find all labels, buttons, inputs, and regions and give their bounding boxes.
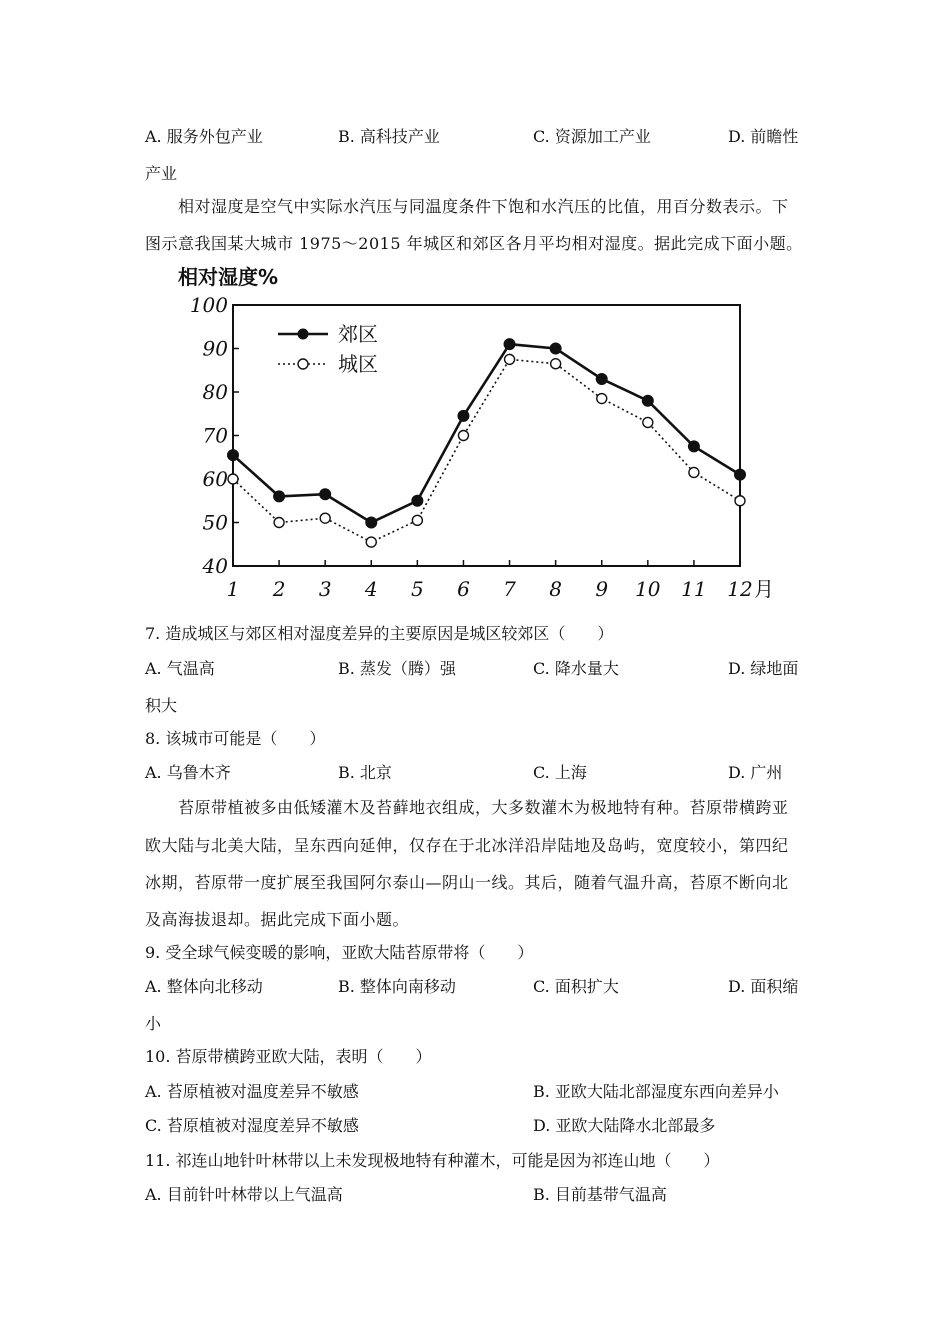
x-tick-label: 11 bbox=[681, 577, 707, 601]
suburb-point bbox=[412, 495, 423, 506]
y-tick-label: 40 bbox=[202, 554, 228, 578]
x-tick-label: 2 bbox=[272, 577, 286, 601]
q6-option-a: A. 服务外包产业 bbox=[145, 127, 263, 146]
intro1-line2: 图示意我国某大城市 1975～2015 年城区和郊区各月平均相对湿度。据此完成下面小题。 bbox=[145, 234, 803, 253]
intro2-line2: 欧大陆与北美大陆，呈东西向延伸，仅存在于北冰洋沿岸陆地及岛屿，宽度较小，第四纪 bbox=[145, 836, 789, 855]
suburb-point bbox=[688, 441, 699, 452]
intro2-line4: 及高海拔退却。据此完成下面小题。 bbox=[145, 910, 410, 929]
x-tick-label: 6 bbox=[457, 577, 470, 601]
x-tick-label: 3 bbox=[318, 577, 332, 601]
q9-option-a: A. 整体向北移动 bbox=[145, 977, 263, 996]
q8-option-b: B. 北京 bbox=[338, 763, 392, 782]
q10-option-a: A. 苔原植被对温度差异不敏感 bbox=[145, 1082, 359, 1101]
q8-option-a: A. 乌鲁木齐 bbox=[145, 763, 231, 782]
x-tick-label: 5 bbox=[410, 577, 424, 601]
suburb-point bbox=[458, 410, 469, 421]
y-tick-label: 50 bbox=[202, 510, 228, 535]
q10-stem: 10. 苔原带横跨亚欧大陆，表明（ ） bbox=[145, 1047, 432, 1066]
q6-option-d-continued: 产业 bbox=[145, 164, 178, 183]
q11-option-a: A. 目前针叶林带以上气温高 bbox=[145, 1185, 343, 1204]
y-tick-label: 70 bbox=[202, 423, 228, 448]
y-tick-label: 90 bbox=[202, 336, 228, 361]
legend-suburb-marker bbox=[298, 329, 309, 340]
q9-stem: 9. 受全球气候变暖的影响，亚欧大陆苔原带将（ ） bbox=[145, 943, 534, 962]
y-tick-label: 100 bbox=[189, 293, 228, 317]
chart-title: 相对湿度% bbox=[178, 265, 279, 289]
urban-point bbox=[228, 474, 238, 484]
y-tick-label: 80 bbox=[202, 380, 228, 404]
suburb-point bbox=[228, 450, 239, 461]
suburb-point bbox=[504, 339, 515, 350]
suburb-point bbox=[274, 491, 285, 502]
x-tick-label: 12 bbox=[727, 577, 753, 601]
suburb-point bbox=[735, 469, 746, 480]
q7-option-d: D. 绿地面 bbox=[728, 659, 799, 678]
x-tick-label: 8 bbox=[549, 577, 563, 601]
intro2-line3: 冰期，苔原带一度扩展至我国阿尔泰山—阴山一线。其后，随着气温升高，苔原不断向北 bbox=[145, 873, 789, 892]
legend-suburb-label: 郊区 bbox=[338, 322, 378, 346]
q7-option-a: A. 气温高 bbox=[145, 659, 215, 678]
q10-option-c: C. 苔原植被对湿度差异不敏感 bbox=[145, 1116, 359, 1135]
legend-urban-marker bbox=[298, 359, 308, 369]
plot-frame bbox=[233, 305, 740, 566]
q9-option-d-continued: 小 bbox=[145, 1014, 162, 1033]
suburb-point bbox=[596, 373, 607, 384]
urban-point bbox=[597, 394, 607, 404]
q8-option-c: C. 上海 bbox=[533, 763, 587, 782]
q10-option-d: D. 亚欧大陆降水北部最多 bbox=[533, 1116, 716, 1135]
urban-point bbox=[689, 467, 699, 477]
q7-option-d-continued: 积大 bbox=[145, 696, 178, 715]
q7-stem: 7. 造成城区与郊区相对湿度差异的主要原因是城区较郊区（ ） bbox=[145, 624, 614, 643]
legend-urban-label: 城区 bbox=[338, 352, 378, 376]
q11-stem: 11. 祁连山地针叶林带以上未发现极地特有种灌木，可能是因为祁连山地（ ） bbox=[145, 1151, 720, 1170]
q9-option-c: C. 面积扩大 bbox=[533, 977, 619, 996]
q8-option-d: D. 广州 bbox=[728, 763, 783, 782]
urban-point bbox=[412, 515, 422, 525]
urban-point bbox=[505, 354, 515, 364]
urban-point bbox=[735, 496, 745, 506]
urban-point bbox=[643, 417, 653, 427]
urban-point bbox=[274, 518, 284, 528]
q10-option-b: B. 亚欧大陆北部湿度东西向差异小 bbox=[533, 1082, 779, 1101]
q11-option-b: B. 目前基带气温高 bbox=[533, 1185, 667, 1204]
urban-point bbox=[458, 431, 468, 441]
q9-option-d: D. 面积缩 bbox=[728, 977, 799, 996]
x-tick-label: 10 bbox=[635, 577, 661, 601]
humidity-line-chart bbox=[170, 262, 780, 607]
urban-point bbox=[551, 359, 561, 369]
urban-point bbox=[320, 513, 330, 523]
x-tick-label: 1 bbox=[226, 577, 240, 601]
intro1-line1: 相对湿度是空气中实际水汽压与同温度条件下饱和水汽压的比值，用百分数表示。下 bbox=[178, 197, 789, 216]
series-line-suburb bbox=[233, 344, 740, 522]
series-line-urban bbox=[233, 359, 740, 542]
suburb-point bbox=[320, 489, 331, 500]
q7-option-c: C. 降水量大 bbox=[533, 659, 619, 678]
suburb-point bbox=[642, 395, 653, 406]
q8-stem: 8. 该城市可能是（ ） bbox=[145, 729, 326, 748]
q7-option-b: B. 蒸发（腾）强 bbox=[338, 659, 456, 678]
suburb-point bbox=[550, 343, 561, 354]
x-tick-label: 4 bbox=[364, 577, 378, 601]
x-unit-label: 月 bbox=[754, 577, 774, 601]
y-tick-label: 60 bbox=[202, 467, 228, 491]
intro2-line1: 苔原带植被多由低矮灌木及苔藓地衣组成，大多数灌木为极地特有种。苔原带横跨亚 bbox=[178, 798, 789, 817]
suburb-point bbox=[366, 517, 377, 528]
q9-option-b: B. 整体向南移动 bbox=[338, 977, 456, 996]
q6-option-c: C. 资源加工产业 bbox=[533, 127, 651, 146]
x-tick-label: 7 bbox=[503, 577, 516, 601]
x-tick-label: 9 bbox=[595, 577, 609, 601]
urban-point bbox=[366, 537, 376, 547]
q6-option-b: B. 高科技产业 bbox=[338, 127, 440, 146]
q6-option-d: D. 前瞻性 bbox=[728, 127, 799, 146]
